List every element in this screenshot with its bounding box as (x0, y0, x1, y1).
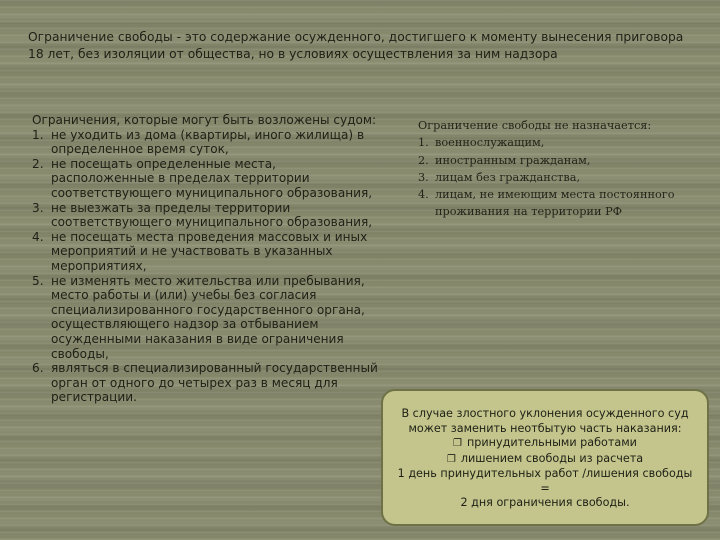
list-item-line: лицам без гражданства, (435, 170, 581, 184)
list-item-number: 2. (418, 153, 429, 167)
exemption-item (418, 134, 708, 151)
list-item-line: регистрации. (51, 390, 137, 405)
list-item-line: место работы и (или) учебы без согласия (51, 288, 317, 303)
heading-line-2: 18 лет, без изоляции от общества, но в условиях осуществления за ним надзора (28, 47, 558, 61)
list-item-line: проживания на территории РФ (435, 205, 623, 219)
callout-line-7: 2 дня ограничения свободы. (460, 496, 630, 509)
list-item-line: мероприятиях, (51, 258, 147, 273)
list-item-line: иностранным гражданам, (435, 153, 591, 167)
restriction-item (32, 274, 384, 362)
callout-line-5: 1 день принудительных работ /лишения свободы (397, 467, 693, 480)
list-item-line: не уходить из дома (квартиры, иного жилища) в (51, 127, 365, 142)
callout-bullet-forced-labor (389, 436, 701, 452)
exemption-item (418, 169, 708, 186)
list-item-line: не посещать определенные места, (51, 156, 276, 171)
checkbox-square-icon: ❐ (453, 438, 462, 449)
list-item-line: не посещать места проведения массовых и иных (51, 229, 368, 244)
not-assigned-list (418, 134, 708, 220)
replacement-callout (381, 389, 709, 526)
restriction-item (32, 361, 384, 405)
restriction-item (32, 157, 384, 201)
exemption-item (418, 186, 708, 221)
list-item-line: соответствующего муниципального образования, (51, 185, 373, 200)
list-item-line: не выезжать за пределы территории (51, 200, 291, 215)
list-item-line: определенное время суток, (51, 142, 229, 157)
list-item-line: не изменять место жительства или пребывания, (51, 273, 365, 288)
callout-line-2: может заменить неотбытую часть наказания: (408, 421, 682, 435)
callout-bullet-2-text: лишением свободы из расчета (460, 451, 644, 465)
list-item-line: специализированного государственного органа, (51, 302, 365, 317)
callout-line-1: В случае злостного уклонения осужденного суд (401, 407, 689, 420)
list-item-line: соответствующего муниципального образования, (51, 215, 373, 230)
list-item-number: 4. (32, 229, 44, 244)
restriction-item (32, 201, 384, 230)
list-item-line: мероприятий и не участвовать в указанных (51, 244, 333, 259)
list-item-number: 2. (32, 156, 44, 171)
list-item-line: военнослужащим, (435, 136, 545, 150)
exemption-item (418, 152, 708, 169)
list-item-line: лицам, не имеющим места постоянного (435, 188, 675, 202)
restriction-item (32, 230, 384, 274)
court-restrictions-list (32, 128, 384, 405)
heading-line-1: Ограничение свободы - это содержание осужденного, достигшего к моменту вынесения приговора (28, 30, 684, 44)
list-item-line: орган от одного до четырех раз в месяц для (51, 375, 338, 390)
court-restrictions-intro: Ограничения, которые могут быть возложены судом: (32, 113, 377, 127)
list-item-number: 1. (32, 127, 44, 142)
list-item-line: свободы, (51, 346, 109, 361)
list-item-line: являться в специализированный государственный (51, 361, 378, 376)
list-item-line: расположенные в пределах территории (51, 171, 310, 186)
not-assigned-block (418, 117, 708, 221)
callout-equals: = (540, 481, 550, 495)
checkbox-square-icon: ❐ (446, 453, 456, 465)
list-item-line: осужденными наказания в виде ограничения (51, 331, 344, 346)
list-item-number: 6. (32, 361, 44, 376)
list-item-number: 3. (418, 170, 429, 184)
list-item-number: 1. (418, 136, 429, 150)
list-item-number: 4. (418, 188, 429, 202)
list-item-line: осуществляющего надзор за отбыванием (51, 317, 319, 332)
not-assigned-title: Ограничение свободы не назначается: (418, 119, 652, 132)
callout-bullet-imprisonment (389, 452, 701, 468)
slide-heading (28, 29, 708, 63)
restriction-item (32, 128, 384, 157)
list-item-number: 5. (32, 273, 44, 288)
list-item-number: 3. (32, 200, 44, 215)
court-restrictions-block (32, 113, 384, 405)
callout-bullet-1-text: принудительными работами (466, 436, 637, 449)
